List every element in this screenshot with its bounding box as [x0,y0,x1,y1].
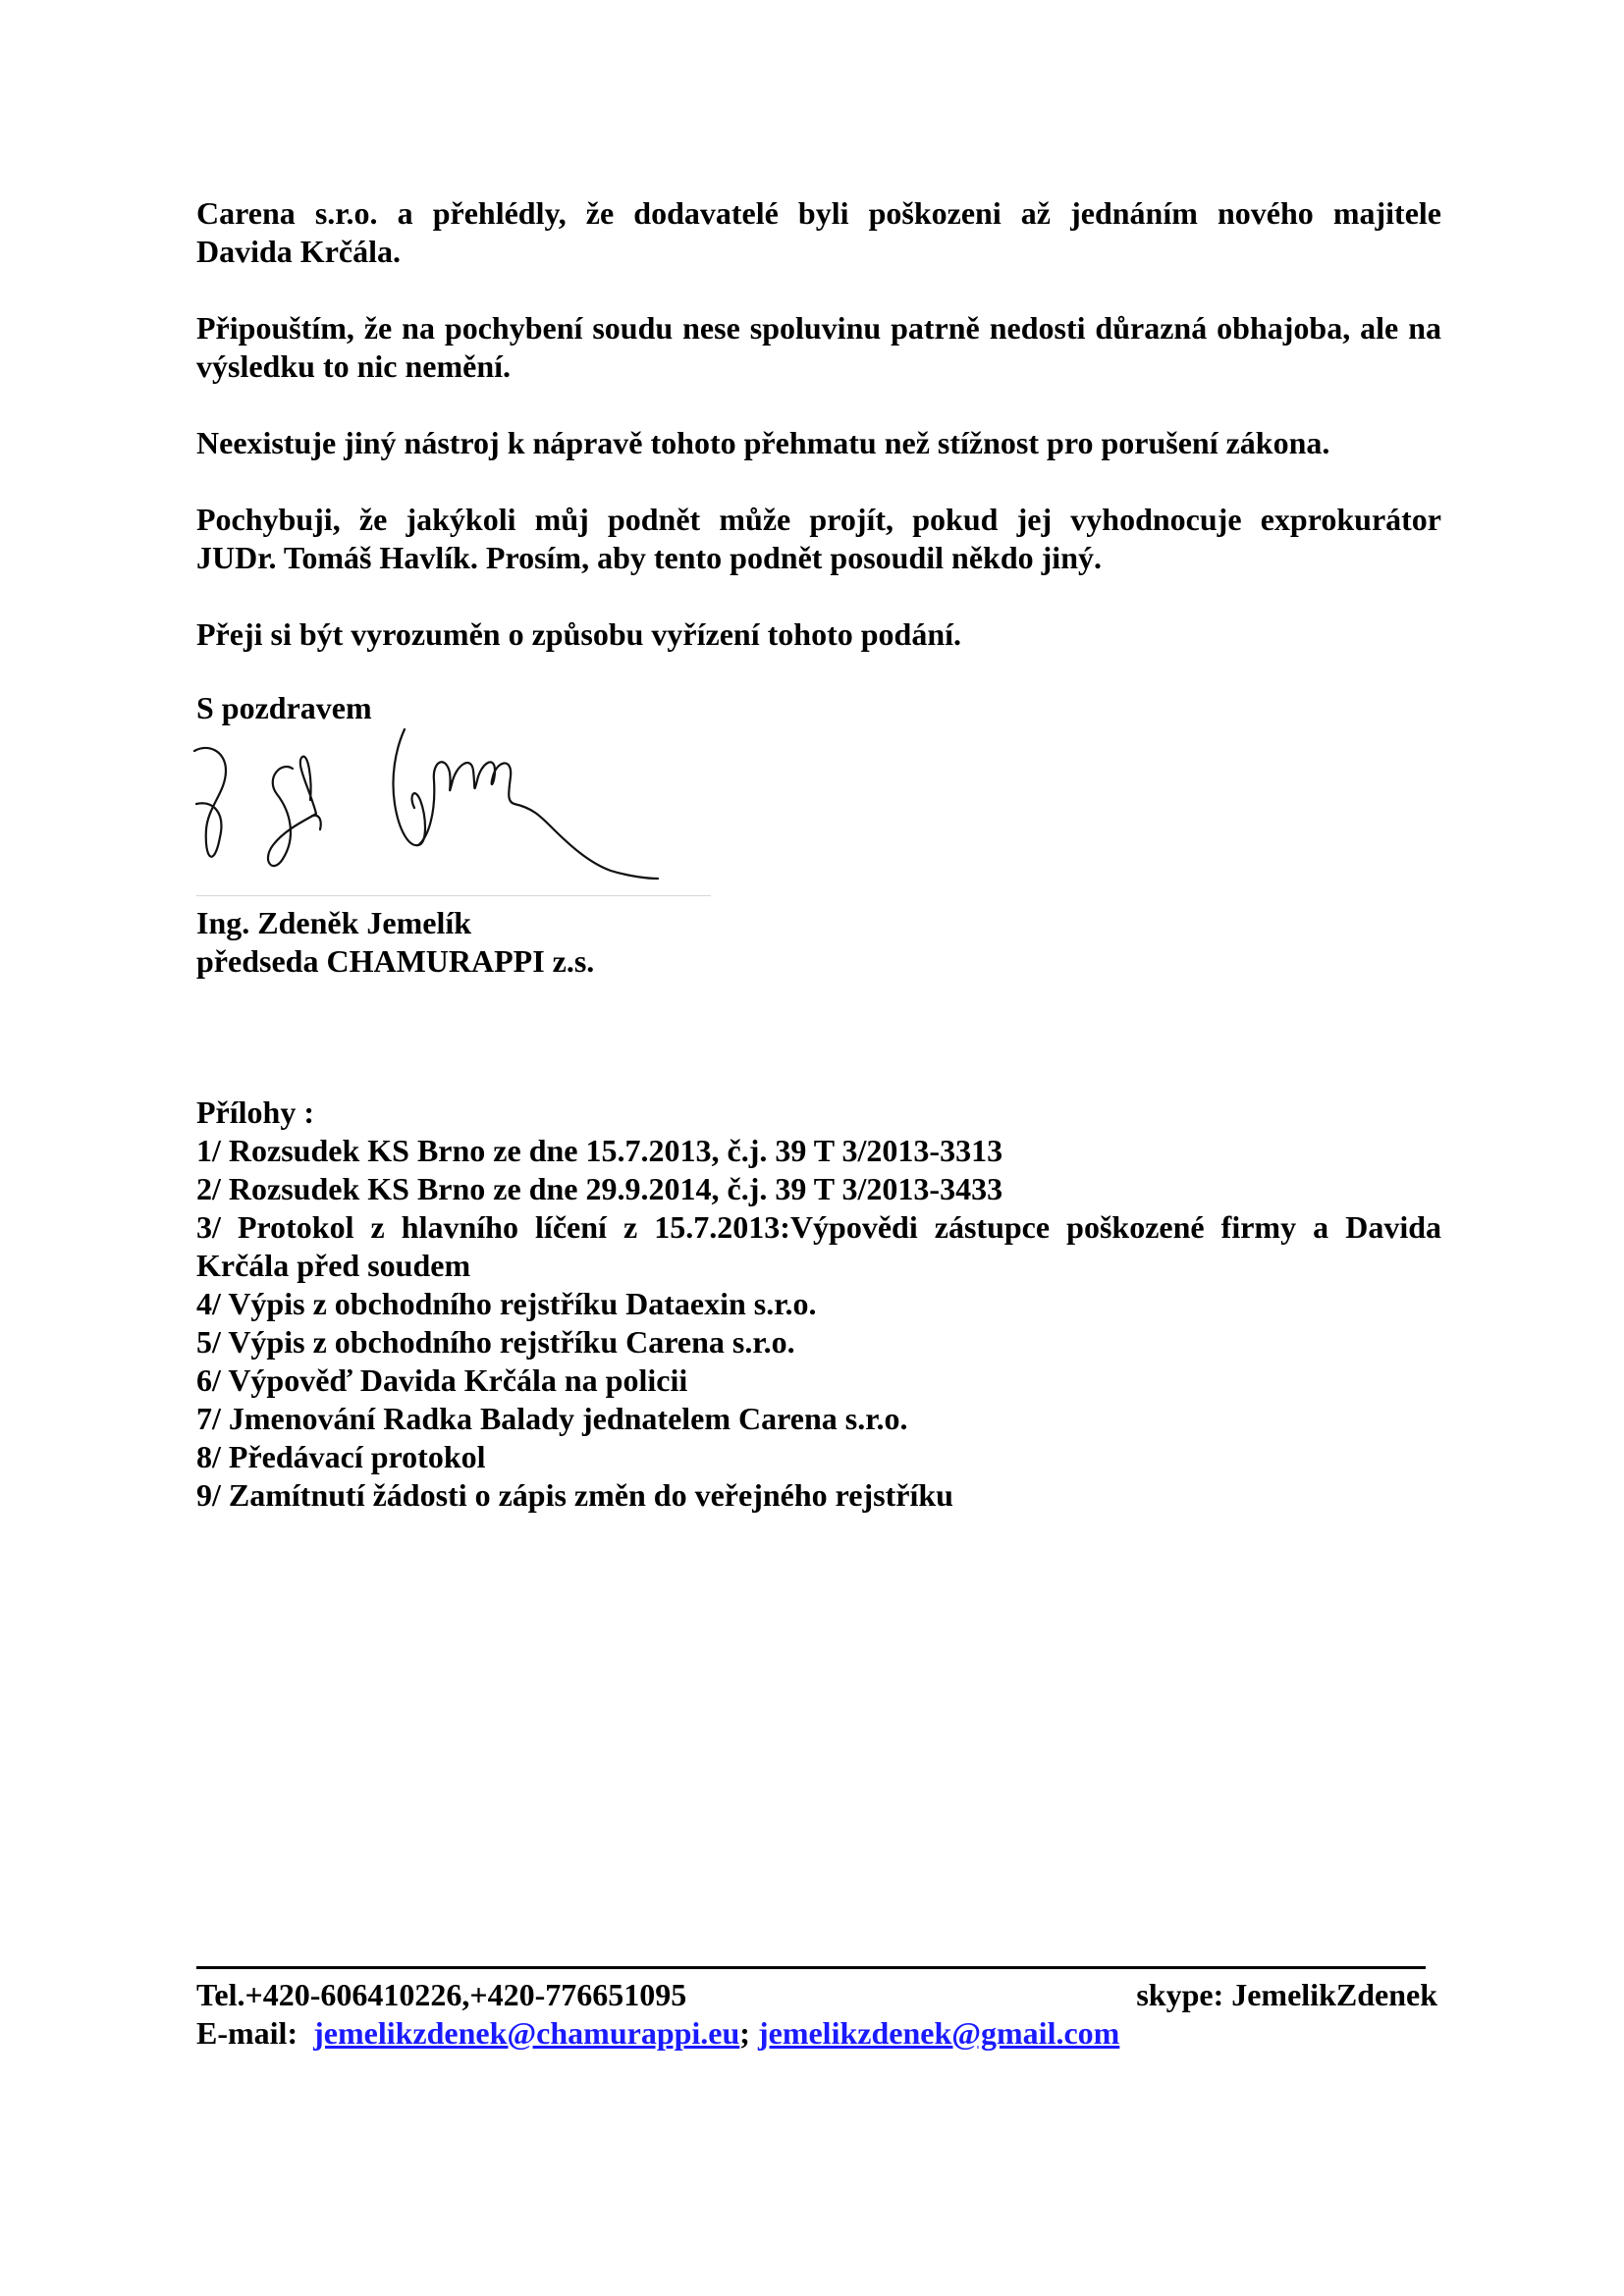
attachment-item: 5/ Výpis z obchodního rejstříku Carena s.r.o. [196,1324,795,1360]
attachment-item: 2/ Rozsudek KS Brno ze dne 29.9.2014, č.j. 39 T 3/2013-3433 [196,1171,1003,1206]
greeting: S pozdravem [196,690,372,725]
attachment-item: 9/ Zamítnutí žádosti o zápis změn do veřejného rejstříku [196,1477,953,1513]
footer-skype: skype: JemelikZdenek [1136,1977,1437,2012]
footer-email-line [196,2014,1437,2053]
paragraph-2: Připouštím, že na pochybení soudu nese spoluvinu patrně nedosti důrazná obhajoba, ale na výsledku to nic nemění. [196,310,1441,384]
paragraph-1-line-2: Davida Krčála. [196,234,401,269]
email-separator: ; [739,2015,750,2051]
attachment-item-continuation: Krčála před soudem [196,1248,471,1283]
paragraph-1 [196,194,1441,271]
letter-body [196,194,1441,692]
signer-title: předseda CHAMURAPPI z.s. [196,943,595,979]
paragraph-3: Neexistuje jiný nástroj k nápravě tohoto přehmatu než stížnost pro porušení zákona. [196,425,1330,460]
footer-divider [196,1966,1426,1969]
signer-name: Ing. Zdeněk Jemelík [196,905,472,940]
attachment-item: 1/ Rozsudek KS Brno ze dne 15.7.2013, č.j. 39 T 3/2013-3313 [196,1133,1003,1168]
attachment-item: 6/ Výpověď Davida Krčála na policii [196,1362,688,1398]
paragraph-1-line-1: Carena s.r.o. a přehlédly, že dodavatelé byli poškozeni až jednáním nového majitele [196,195,1441,231]
footer-contact-line [196,1976,1437,2014]
attachments-list [196,1094,1441,1515]
paragraph-4-line-2: JUDr. Tomáš Havlík. Prosím, aby tento podnět posoudil někdo jiný. [196,540,1102,575]
signature-line [196,895,711,896]
signer-block [196,904,594,981]
footer-phone: Tel.+420-606410226,+420-776651095 [196,1977,687,2012]
attachment-item: 3/ Protokol z hlavního líčení z 15.7.2013:Výpovědi zástupce poškozené firmy a Davida [196,1209,1441,1245]
attachment-item: 7/ Jmenování Radka Balady jednatelem Carena s.r.o. [196,1401,908,1436]
handwritten-signature [187,721,717,896]
attachment-item: 4/ Výpis z obchodního rejstříku Dataexin s.r.o. [196,1286,817,1321]
email-link-chamurappi[interactable]: jemelikzdenek@chamurappi.eu [313,2015,740,2051]
attachments-heading: Přílohy : [196,1095,314,1130]
attachment-item: 8/ Předávací protokol [196,1439,486,1474]
email-link-gmail[interactable]: jemelikzdenek@gmail.com [757,2015,1120,2051]
paragraph-5: Přeji si být vyrozuměn o způsobu vyřízení tohoto podání. [196,616,961,652]
email-label: E-mail: [196,2015,298,2051]
paragraph-4-line-1: Pochybuji, že jakýkoli můj podnět může projít, pokud jej vyhodnocuje exprokurátor [196,502,1441,537]
paragraph-4 [196,501,1441,577]
